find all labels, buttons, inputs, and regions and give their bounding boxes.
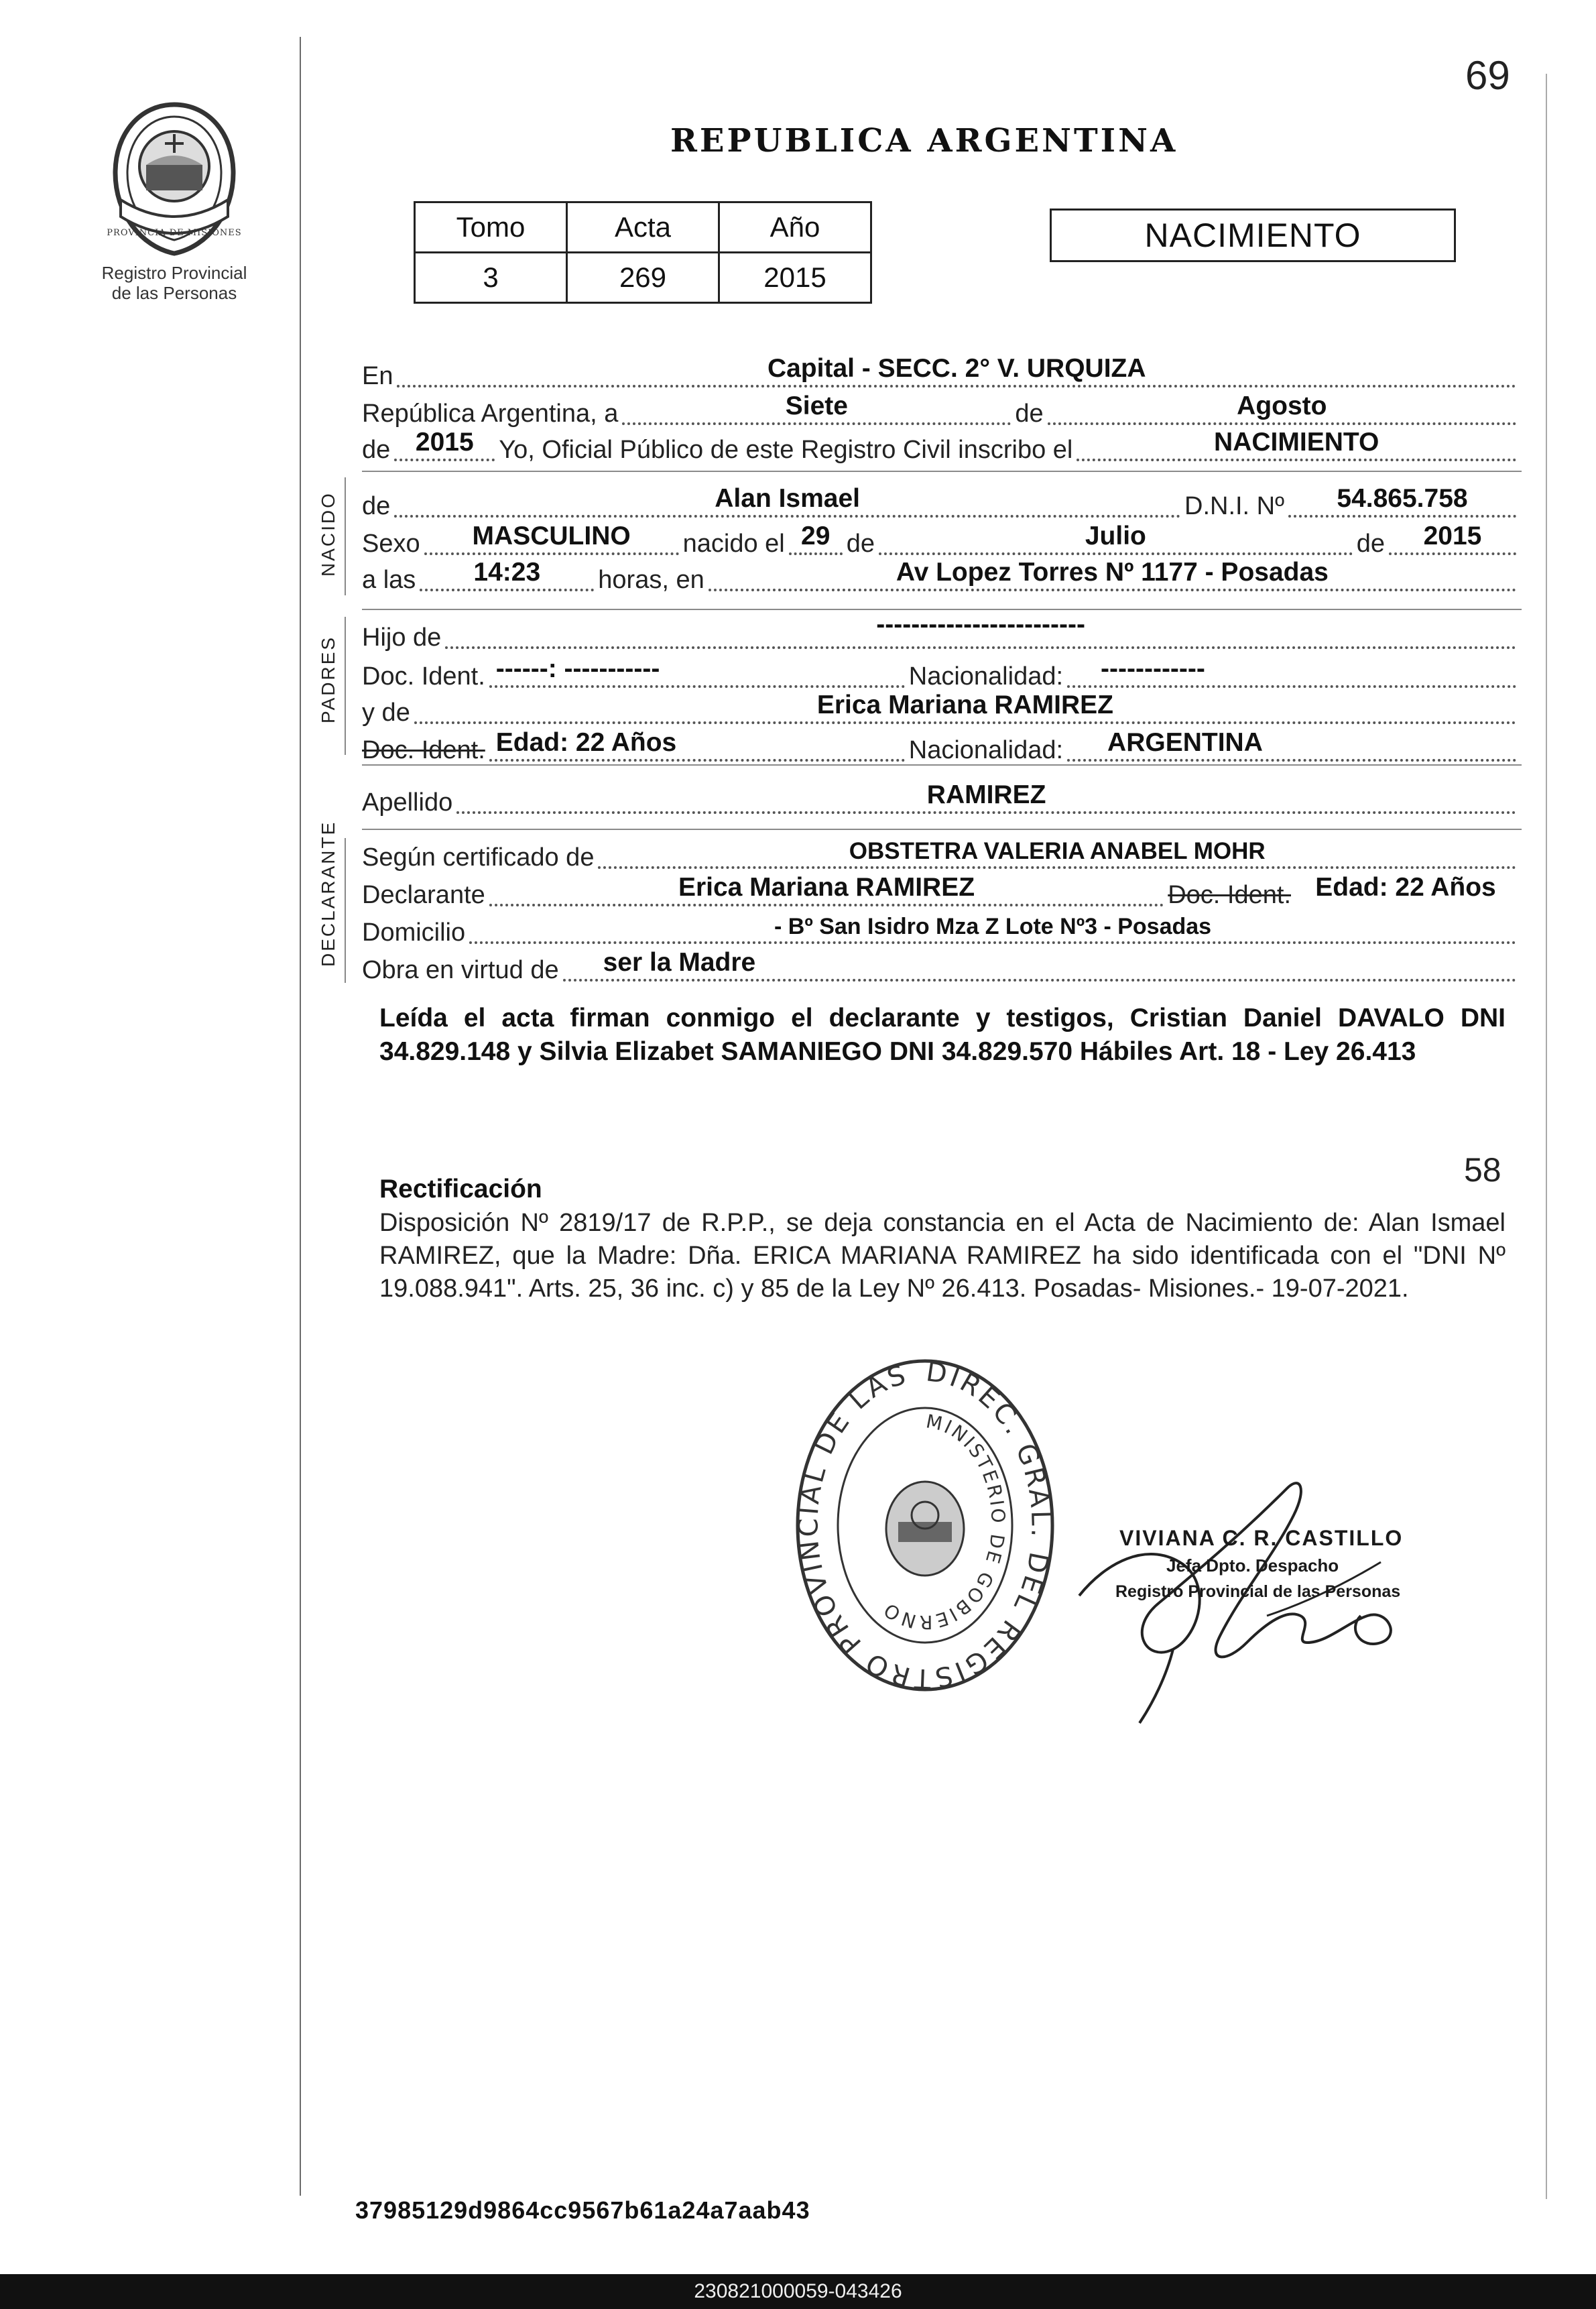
field-label: Sexo [362,530,420,558]
logo-ring-text: PROVINCIA DE MISIONES [107,228,242,238]
field-label: Apellido [362,788,453,817]
field-value-domicilio: - Bº San Isidro Mza Z Lote Nº3 - Posadas [774,914,1212,939]
signature-org: Registro Provincial de las Personas [1115,1582,1401,1601]
field-value-nac-mes: Julio [1085,522,1146,550]
field-value-nac2: ARGENTINA [1107,728,1263,757]
field-label: Domicilio [362,919,466,947]
section-label-declarante: DECLARANTE [318,820,339,967]
field-line [445,607,1516,649]
field-label: Hijo de [362,624,442,652]
record-table-value-row [415,253,871,303]
field-value-sexo: MASCULINO [472,522,631,550]
field-row-hora [362,558,1520,597]
field-row-inscribo [362,428,1520,467]
field-label-struck: Doc. Ident. [362,736,485,764]
field-label: Nacionalidad: [908,662,1064,691]
field-line [1389,514,1516,555]
field-value-nac1: ------------ [1101,654,1205,683]
field-line [622,383,1011,425]
field-line [1295,865,1516,906]
logo-caption [67,263,282,303]
field-line [489,646,905,688]
signature-role: Jefa Dpto. Despacho [1166,1555,1339,1576]
field-row-obra [362,948,1520,987]
document-type-box: NACIMIENTO [1050,209,1456,262]
field-line [397,346,1516,388]
field-label-struck: Doc. Ident. [1168,881,1291,909]
closing-statement: Leída el acta firman conmigo el declarante y testigos, Cristian Daniel DAVALO DNI 34.829.148 y Silvia Elizabet SAMANIEGO DNI 34.829.570 Hábiles Art. 18 - Ley 26.413 [379,1004,1506,1066]
stamp-inner-text: MINISTERIO DE GOBIERNO [878,1410,1009,1634]
provincial-logo [101,99,248,260]
field-label: de [362,436,391,464]
section-label-nacido: NACIDO [318,491,339,577]
field-line [1288,476,1516,518]
field-label: Yo, Oficial Público de este Registro Civil inscribo el [499,436,1073,464]
field-value-doc2: Edad: 22 Años [495,728,677,757]
field-label: República Argentina, a [362,400,619,428]
field-line [489,865,1164,906]
field-line [1067,720,1516,762]
field-label: de [846,530,875,558]
field-label: de [362,492,391,520]
section-label-padres: PADRES [318,635,339,723]
field-line [789,514,843,555]
official-stamp [791,1354,1059,1696]
footer-code: 230821000059-043426 [694,2280,902,2302]
document-hash: 37985129d9864cc9567b61a24a7aab43 [355,2196,810,2224]
record-table-header: Año [719,202,871,253]
field-value-en: Capital - SECC. 2° V. URQUIZA [767,354,1146,383]
field-value-madre: Erica Mariana RAMIREZ [816,691,1113,719]
field-line [879,514,1353,555]
left-margin-line [300,37,301,2196]
field-line [469,902,1516,944]
rectificacion-title: Rectificación [379,1175,542,1203]
record-table-cell: 3 [415,253,567,303]
field-label: de [1015,400,1044,428]
field-label: Doc. Ident. [362,662,485,691]
logo-caption-line2: de las Personas [111,283,237,303]
field-line [424,514,679,555]
field-value-apellido: RAMIREZ [926,780,1046,809]
record-table-header: Tomo [415,202,567,253]
field-row-apellido [362,780,1520,819]
field-label: Nacionalidad: [908,736,1064,764]
padres-bracket [345,617,346,755]
field-value-obra: ser la Madre [603,948,756,977]
signature-name: VIVIANA C. R. CASTILLO [1119,1526,1404,1550]
field-row-doc2 [362,728,1520,767]
country-title: REPUBLICA ARGENTINA [670,122,1178,160]
field-value-decl-doc: Edad: 22 Años [1315,873,1496,902]
page-number: 69 [1465,53,1510,98]
divider-nacido-top [362,471,1522,472]
field-label: nacido el [682,530,785,558]
field-line [1077,420,1516,461]
rectificacion-body: Disposición Nº 2819/17 de R.P.P., se deja constancia en el Acta de Nacimiento de: Alan Ismael RAMIREZ, que la Madre: Dña. ERICA MARIANA RAMIREZ ha sido identificada con el "DNI Nº 19.088.941". Arts. 25, 36 inc. c) y 85 de la Ley Nº 26.413. Posadas- Misiones.- 19-07-2021. [379,1209,1506,1303]
field-line [420,550,594,591]
rectificacion-number: 58 [1464,1151,1501,1189]
field-label: Declarante [362,881,485,909]
nacido-bracket [345,477,346,595]
field-line [563,940,1516,982]
field-value-hora: 14:23 [473,558,541,587]
registry-stamp-icon [791,1354,1059,1696]
field-label: D.N.I. Nº [1184,492,1284,520]
record-table [414,201,872,304]
field-value-mes: Agosto [1237,392,1327,420]
field-value-declarante: Erica Mariana RAMIREZ [678,873,975,902]
field-line [1048,383,1516,425]
field-label: En [362,362,393,390]
field-line [394,476,1180,518]
field-label: Obra en virtud de [362,956,559,984]
field-value-nombre: Alan Ismael [715,484,861,513]
field-line [489,720,905,762]
field-value-hijo: ------------------------ [876,610,1085,639]
field-value-anio: 2015 [415,428,474,457]
footer-code-bar [0,2274,1596,2309]
field-value-lugar: Av Lopez Torres Nº 1177 - Posadas [896,558,1329,587]
stamp-outer-text: DIREC. GRAL. DEL REGISTRO PROVINCIAL DE LAS [793,1356,1056,1694]
field-line [1067,646,1516,688]
right-margin-line [1546,74,1547,2199]
record-table-header: Acta [567,202,719,253]
record-table-cell: 2015 [719,253,871,303]
field-value-nac-dia: 29 [801,522,831,550]
field-value-certificado: OBSTETRA VALERIA ANABEL MOHR [849,838,1266,864]
field-label: horas, en [598,566,704,594]
field-line [709,550,1516,591]
field-label: a las [362,566,416,594]
record-table-cell: 269 [567,253,719,303]
field-line [456,772,1516,814]
field-value-inscribo: NACIMIENTO [1214,428,1379,457]
field-line [598,827,1516,869]
field-label: y de [362,699,410,727]
field-value-doc1: ------: ----------- [495,654,660,683]
field-value-dni: 54.865.758 [1337,484,1468,513]
field-value-nac-anio: 2015 [1423,522,1482,550]
field-label: Según certificado de [362,843,595,872]
field-label: de [1356,530,1385,558]
logo-caption-line1: Registro Provincial [101,263,247,283]
field-line [414,683,1516,724]
field-line [394,420,495,461]
record-table-header-row [415,202,871,253]
declarante-bracket [345,838,346,983]
field-value-dia: Siete [785,392,848,420]
